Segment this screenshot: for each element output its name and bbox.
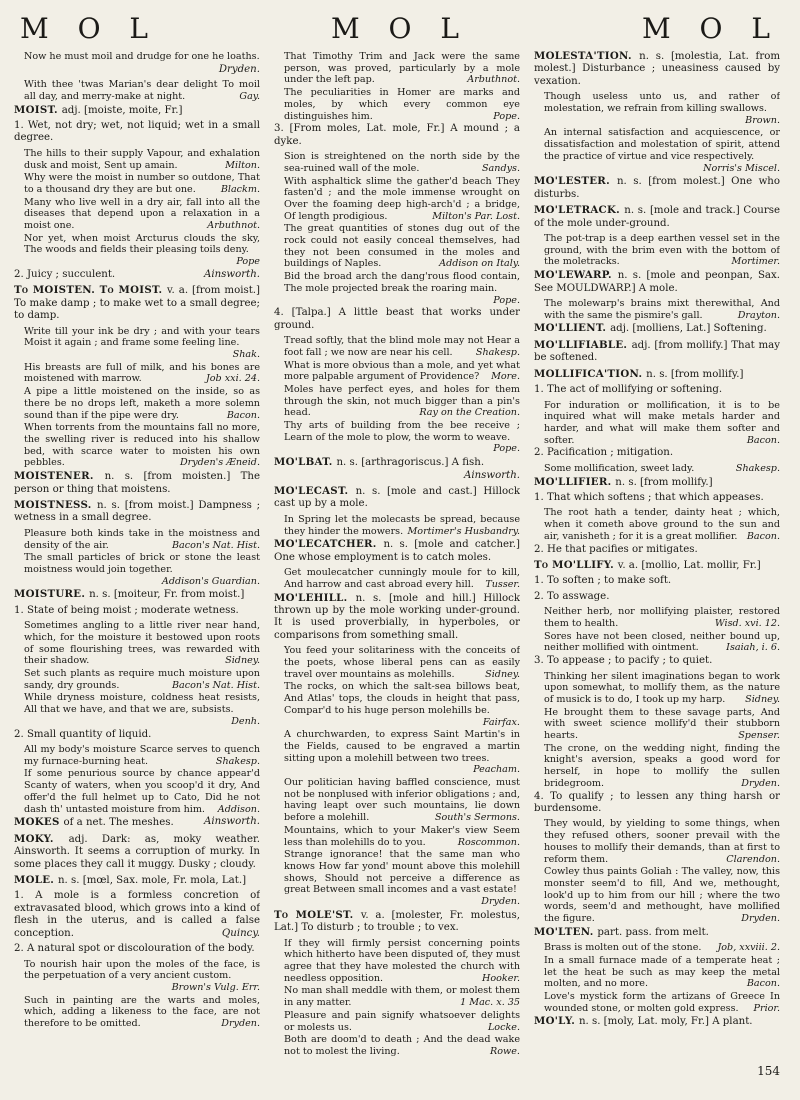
dictionary-entry — [534, 707, 780, 742]
headword: MO'LLIFIABLE. — [534, 338, 632, 351]
citation-source: Pope. — [493, 110, 520, 122]
citation-source: Roscommon. — [457, 836, 520, 848]
entry-text: adj. [molliens, Lat.] Softening. — [610, 323, 767, 335]
dictionary-entry — [14, 620, 260, 667]
citation-source: Addison. — [217, 803, 260, 815]
entry-text: v. a. [from moist.] To make damp ; to make wet to a small degree; to damp. — [14, 285, 260, 322]
dictionary-entry — [14, 816, 260, 829]
entry-text: The rocks, on which the salt-sea billows beat, And Atlas' tops, the clouds in height that pass, Compar'd to his huge person molehills be. — [284, 681, 520, 716]
headword: MOKY. — [14, 832, 69, 845]
citation-source: Pope — [236, 256, 260, 268]
entry-text: Some mollification, sweet lady. — [544, 462, 695, 474]
dictionary-entry — [534, 591, 780, 603]
citation-source: Job, xxviii. 2. — [717, 942, 780, 954]
entry-text: Sometimes angling to a little river near hand, which, for the moisture it bestowed upon roots of some flourishing trees, was rewarded with their shadow. — [24, 620, 260, 667]
entry-text: If they will firmly persist concerning points which hitherto have been disputed of, they must agree that they have molested the church with needless opposition. — [284, 937, 520, 984]
entry-text: v. a. [molester, Fr. molestus, Lat.] To disturb ; to trouble ; to vex. — [274, 909, 520, 934]
citation-source: Quincy. — [221, 927, 260, 939]
entry-text: Write till your ink be dry ; and with your tears Moist it again ; and frame some feeling line. — [24, 325, 260, 349]
dictionary-entry — [14, 528, 260, 551]
dictionary-entry — [534, 926, 780, 939]
entry-text: In a small furnace made of a temperate heat ; let the heat be such as may keep the metal molten, and no more. — [544, 954, 780, 990]
dictionary-entry — [534, 1015, 780, 1028]
entry-text: Why were the moist in number so outdone, That to a thousand dry they are but one. — [24, 172, 260, 195]
entry-text: n. s. [from mollify.] — [615, 476, 713, 488]
dictionary-entry — [534, 671, 780, 706]
entry-text: n. s. [mole and cast.] Hillock cast up by a mole. — [274, 486, 520, 510]
entry-text: adj. [from mollify.] That may be softened. — [534, 339, 780, 364]
citation-source: Tusser. — [485, 578, 520, 590]
dictionary-entry — [274, 123, 520, 148]
entry-text: The hills to their supply Vapour, and exhalation dusk and moist, Sent up amain. — [24, 147, 260, 171]
dictionary-entry — [14, 148, 260, 171]
dictionary-entry — [534, 204, 780, 230]
citation-source: Norris's Miscel. — [703, 162, 780, 174]
dictionary-entry — [534, 127, 780, 174]
dictionary-entry — [274, 681, 520, 728]
citation-source: Dryden. — [221, 1018, 260, 1030]
entry-text: Bid the broad arch the dang'rous flood contain, The mole projected break the roaring main. — [284, 271, 520, 294]
entry-text: n. s. [moiteur, Fr. from moist.] — [89, 589, 245, 601]
headword: MOIST. — [14, 103, 62, 116]
citation-source: Prior. — [753, 1002, 780, 1014]
dictionary-entry — [274, 176, 520, 223]
citation-source: Bacon. — [226, 409, 260, 421]
headword: MOKES — [14, 816, 64, 829]
headword: MOISTNESS. — [14, 498, 97, 511]
entry-text: 2. A natural spot or discolouration of the body. — [14, 943, 255, 955]
dictionary-entry — [534, 463, 780, 475]
dictionary-entry — [14, 422, 260, 469]
citation-source: Rowe. — [490, 1046, 520, 1057]
dictionary-entry — [274, 938, 520, 985]
entry-text: With thee 'twas Marian's dear delight To moil all day, and merry-make at night. — [24, 79, 260, 102]
entry-text: Moles have perfect eyes, and holes for them through the skin, not much bigger than a pin's head. — [284, 383, 520, 419]
entry-text: All my body's moisture Scarce serves to quench my furnace-burning heat. — [24, 743, 260, 767]
dictionary-entry — [534, 368, 780, 381]
entry-text: n. s. [moly, Lat. moly, Fr.] A plant. — [578, 1016, 753, 1028]
entry-text: What is more obvious than a mole, and yet what more palpable argument of Providence? — [284, 359, 520, 383]
dictionary-entry — [14, 51, 260, 63]
headword: MOISTURE. — [14, 588, 90, 601]
dictionary-entry — [274, 985, 520, 1008]
headword: MO'LESTER. — [534, 175, 617, 188]
citation-source: Milton's Par. Lost. — [432, 210, 520, 222]
headword: MO'LBAT. — [274, 456, 337, 469]
dictionary-entry — [14, 326, 260, 361]
citation-source: Milton. — [225, 159, 260, 171]
dictionary-entry — [14, 959, 260, 994]
dictionary-entry — [14, 197, 260, 232]
headword: MOISTENER. — [14, 470, 105, 483]
citation-source: Dryden. — [741, 777, 780, 789]
entry-text: A pipe a little moistened on the inside, so as there be no drops left, maketh a more solemn sound than if the pipe were dry. — [24, 386, 260, 421]
headword: MO'LLIENT. — [534, 322, 611, 335]
entry-text: When torrents from the mountains fall no more, the swelling river is reduced into his shallow bed, with scarce water to moisten his own pebbles. — [24, 422, 260, 469]
header-right: M O L — [641, 11, 780, 45]
column-1 — [14, 50, 260, 1080]
entry-text: 3. [From moles, Lat. mole, Fr.] A mound ; a dyke. — [274, 123, 520, 147]
headword: MO'LECAST. — [274, 485, 356, 498]
dictionary-entry — [534, 818, 780, 865]
entry-text: He brought them to these savage parts, And with sweet science mollify'd their stubborn hearts. — [544, 706, 780, 742]
citation-source: Shakesp. — [735, 462, 780, 474]
entry-text: Cowley thus paints Goliah : The valley, now, this monster seem'd to fill, And we, methought, look'd up to him from our hill ; where the two words, seem'd and methought, have mollified the figure. — [544, 866, 780, 925]
citation-source: Sidney. — [225, 655, 260, 667]
entry-text: 1. State of being moist ; moderate wetness. — [14, 604, 239, 616]
citation-source: Blackm. — [220, 183, 260, 195]
citation-source: Arbuthnot. — [207, 220, 260, 232]
entry-text: Pleasure and pain signify whatsoever delights or molests us. — [284, 1009, 520, 1033]
dictionary-entry — [534, 791, 780, 816]
entry-text: 1. A mole is a formless concretion of extravasated blood, which grows into a kind of flesh in the uterus, and is called a false conception. — [14, 890, 260, 939]
dictionary-entry — [534, 233, 780, 268]
entry-text: n. s. [mole and catcher.] One whose employment is to catch moles. — [274, 539, 520, 563]
entry-text: v. a. [mollio, Lat. mollir, Fr.] — [617, 559, 761, 571]
dictionary-entry — [274, 420, 520, 455]
citation-source: Bacon's Nat. Hist. — [171, 679, 260, 691]
entry-text: Sion is streightened on the north side by the sea-ruined wall of the mole. — [284, 151, 520, 174]
dictionary-entry — [534, 400, 780, 447]
citation-source: Shakesp. — [215, 755, 260, 767]
entry-text: 2. Small quantity of liquid. — [14, 728, 152, 740]
dictionary-entry — [274, 335, 520, 358]
entry-text: Set such plants as require much moisture upon sandy, dry grounds. — [24, 668, 260, 691]
citation-source: Peacham. — [473, 764, 520, 776]
entry-text: n. s. [mole and hill.] Hillock thrown up by the mole working under-ground. It is used proverbially, in hyperboles, or comparisons from something small. — [274, 592, 520, 641]
dictionary-entry — [14, 588, 260, 601]
headword: To MOISTEN. To MOIST. — [14, 284, 167, 297]
citation-source: Ainsworth. — [463, 469, 520, 481]
citation-source: Isaiah, i. 6. — [726, 642, 780, 654]
entry-text: To nourish hair upon the moles of the face, is the perpetuation of a very ancient custom. — [24, 958, 260, 982]
citation-source: Bacon. — [746, 434, 780, 446]
citation-source: Sandys. — [481, 162, 520, 174]
dictionary-entry — [274, 307, 520, 332]
dictionary-entry — [534, 447, 780, 459]
citation-source: Shakesp. — [475, 346, 520, 358]
dictionary-entry — [534, 955, 780, 990]
citation-source: Fairfax. — [482, 716, 520, 728]
citation-source: Addison's Guardian. — [161, 575, 260, 587]
dictionary-entry — [534, 507, 780, 542]
dictionary-entry — [534, 269, 780, 295]
dictionary-entry — [534, 384, 780, 396]
citation-source: Mortimer. — [731, 256, 780, 268]
column-2 — [274, 50, 520, 1080]
citation-source: Dryden's Æneid. — [179, 457, 260, 469]
citation-source: Hooker. — [482, 972, 520, 984]
dictionary-entry — [274, 1034, 520, 1057]
entry-text: Many who live well in a dry air, fall into all the diseases that depend upon a relaxation in a moist one. — [24, 196, 260, 232]
dictionary-entry — [534, 559, 780, 572]
dictionary-entry — [534, 339, 780, 365]
dictionary-entry — [534, 631, 780, 654]
dictionary-entry — [274, 514, 520, 537]
dictionary-entry — [14, 874, 260, 887]
citation-source: Dryden. — [741, 913, 780, 925]
dictionary-entry — [274, 592, 520, 643]
citation-source: Shak. — [232, 349, 260, 361]
dictionary-entry — [534, 991, 780, 1014]
entry-text: They would, by yielding to some things, when they refused others, sooner prevail with the houses to mollify their demands, than at first to reform them. — [544, 818, 780, 865]
dictionary-entry — [534, 942, 780, 954]
entry-text: No man shall meddle with them, or molest them in any matter. — [284, 985, 520, 1009]
citation-source: Denh. — [231, 715, 260, 727]
entry-text: His breasts are full of milk, and his bones are moistened with marrow. — [24, 361, 260, 385]
entry-text: part. pass. from melt. — [597, 926, 709, 938]
entry-text: n. s. [from mollify.] — [646, 368, 744, 380]
dictionary-entry — [14, 269, 260, 281]
entry-text: 2. Juicy ; succulent. — [14, 268, 116, 280]
entry-text: Neither herb, nor mollifying plaister, restored them to health. — [544, 606, 780, 629]
citation-source: South's Sermons. — [434, 812, 520, 824]
entry-text: For induration or mollification, it is to be inquired what will make metals harder and harder, and what will make them softer and softer. — [544, 399, 780, 446]
entry-text: 2. He that pacifies or mitigates. — [534, 543, 698, 555]
entry-text: Mountains, which to your Maker's view Seem less than molehills do to you. — [284, 824, 520, 848]
dictionary-entry — [14, 120, 260, 145]
entry-text: With asphaltick slime the gather'd beach They fasten'd ; and the mole immense wrought on Over the foaming deep high-arch'd ; a bridge, Of length prodigious. — [284, 175, 520, 222]
headword: MO'LLIFIER. — [534, 475, 616, 488]
dictionary-entry — [534, 322, 780, 335]
citation-source: Bacon. — [746, 978, 780, 990]
citation-source: Locke. — [487, 1021, 520, 1033]
citation-source: Sidney. — [745, 693, 780, 705]
dictionary-entry — [14, 64, 260, 76]
page-number: 154 — [757, 1064, 780, 1078]
entry-text: Thinking her silent imaginations began to work upon somewhat, to mollify them, as the nature of musick is to do, I took up my harp. — [544, 670, 780, 705]
entry-text: Strange ignorance! that the same man who knows How far yond' mount above this molehill shows, Should not perceive a difference as great Between small incomes and a vast estate! — [284, 849, 520, 896]
dictionary-entry — [274, 538, 520, 564]
entry-text: The great quantities of stones dug out of the rock could not easily conceal themselves, had they not been consumed in the moles and buildings of Naples. — [284, 223, 520, 270]
entry-text: 1. Wet, not dry; wet, not liquid; wet in a small degree. — [14, 119, 260, 144]
dictionary-entry — [274, 360, 520, 383]
dictionary-entry — [534, 50, 780, 88]
entry-text: Our politician having baffled conscience, must not be nonplused with inferior obligations ; and, having leapt over such mountains, lie down before a molehill. — [284, 777, 520, 824]
citation-source: Ainsworth. — [203, 816, 260, 828]
entry-text: The crone, on the wedding night, finding the knight's aversion, speaks a good word for herself, in hope to mollify the sullen bridegroom. — [544, 742, 780, 789]
citation-source: Dryden. — [481, 896, 520, 908]
headword: MO'LECATCHER. — [274, 538, 384, 551]
dictionary-entry — [534, 866, 780, 925]
dictionary-entry — [274, 777, 520, 824]
dictionary-entry — [14, 833, 260, 871]
entry-text: You feed your solitariness with the conceits of the poets, whose liberal pens can as easily travel over mountains as molehills. — [284, 645, 520, 680]
dictionary-entry — [274, 151, 520, 174]
dictionary-entry — [14, 605, 260, 617]
entry-text: n. s. [mole and track.] Course of the mole under-ground. — [534, 205, 780, 229]
dictionary-entry — [534, 476, 780, 489]
dictionary-entry — [534, 544, 780, 556]
citation-source: Job xxi. 24. — [205, 373, 260, 385]
entry-text: 3. To appease ; to pacify ; to quiet. — [534, 655, 713, 667]
citation-source: 1 Mac. x. 35 — [460, 997, 520, 1009]
dictionary-entry — [14, 172, 260, 195]
entry-text: adj. [moiste, moite, Fr.] — [61, 104, 183, 116]
entry-text: Nor yet, when moist Arcturus clouds the sky, The woods and fields their pleasing toils deny. — [24, 232, 260, 256]
dictionary-entry — [14, 692, 260, 727]
dictionary-entry — [274, 729, 520, 776]
entry-text: 1. The act of mollifying or softening. — [534, 384, 723, 396]
entry-text: Sores have not been closed, neither bound up, neither mollified with ointment. — [544, 630, 780, 654]
entry-text: 1. To soften ; to make soft. — [534, 575, 672, 587]
entry-text: Tread softly, that the blind mole may not Hear a foot fall ; we now are near his cell. — [284, 335, 520, 358]
citation-source: Pope. — [493, 294, 520, 306]
dictionary-entry — [534, 91, 780, 126]
dictionary-entry — [274, 485, 520, 511]
headword: MOLESTA'TION. — [534, 50, 640, 62]
entry-text: The pot-trap is a deep earthen vessel set in the ground, with the brim even with the bottom of the moletracks. — [544, 232, 780, 268]
dictionary-entry — [14, 362, 260, 385]
entry-text: If some penurious source by chance appear'd Scanty of waters, when you scoop'd it dry, And offer'd the full helmet up to Cato, Did he not dash th' untasted moisture from him. — [24, 768, 260, 815]
header-left: M O L — [20, 11, 159, 45]
headword: MO'LEWARP. — [534, 269, 618, 282]
headword: MOLLIFICA'TION. — [534, 367, 647, 380]
running-header — [14, 6, 786, 50]
headword: MO'LEHILL. — [274, 591, 356, 604]
headword: MOLE. — [14, 873, 58, 886]
entry-text: The small particles of brick or stone the least moistness would join together. — [24, 552, 260, 575]
dictionary-entry — [14, 668, 260, 691]
citation-source: More. — [491, 371, 520, 383]
dictionary-entry — [274, 87, 520, 122]
dictionary-entry — [14, 943, 260, 955]
dictionary-entry — [14, 768, 260, 815]
entry-text: Such in painting are the warts and moles, which, adding a likeness to the face, are not therefore to be omitted. — [24, 994, 260, 1030]
entry-text: Both are doom'd to death ; And the dead wake not to molest the living. — [284, 1034, 520, 1057]
entry-text: n. s. [mœl, Sax. mole, Fr. mola, Lat.] — [57, 874, 247, 886]
dictionary-entry — [534, 743, 780, 790]
dictionary-entry — [274, 645, 520, 680]
dictionary-entry — [534, 175, 780, 201]
dictionary-entry — [274, 51, 520, 86]
citation-source: Brown's Vulg. Err. — [171, 981, 260, 993]
citation-source: Ainsworth. — [203, 268, 260, 280]
citation-source: Brown. — [745, 114, 780, 126]
dictionary-entry — [14, 386, 260, 421]
dictionary-entry — [534, 575, 780, 587]
dictionary-entry — [274, 567, 520, 590]
citation-source: Spenser. — [738, 730, 780, 742]
entry-text: n. s. [from moisten.] The person or thing that moistens. — [14, 471, 260, 495]
entry-text: The peculiarities in Homer are marks and moles, by which every common eye distinguishes him. — [284, 87, 520, 122]
entry-text: A churchwarden, to express Saint Martin's in the Fields, caused to be engraved a martin sitting upon a molehill between two trees. — [284, 729, 520, 764]
entry-text: The root hath a tender, dainty heat ; which, when it cometh above ground to the sun and air, vanisheth ; for it is a great mollifier. — [544, 507, 780, 542]
entry-text: n. s. [from molest.] One who disturbs. — [534, 176, 780, 200]
citation-source: Pope. — [493, 443, 520, 455]
dictionary-entry — [274, 849, 520, 908]
entry-text: Now he must moil and drudge for one he loaths. — [24, 51, 260, 62]
dictionary-entry — [14, 233, 260, 268]
dictionary-entry — [534, 606, 780, 629]
citation-source: Mortimer's Husbandry. — [407, 525, 520, 537]
citation-source: Addison on Italy. — [439, 258, 520, 270]
dictionary-entry — [14, 995, 260, 1030]
citation-source: Bacon. — [746, 530, 780, 542]
entry-text: The molewarp's brains mixt therewithal, And with the same the pismire's gall. — [544, 297, 780, 321]
dictionary-entry — [274, 456, 520, 482]
citation-source: Clarendon. — [726, 853, 780, 865]
dictionary-entry — [534, 298, 780, 321]
entry-text: of a net. The meshes. — [63, 817, 174, 829]
entry-text: adj. Dark: as, moky weather. Ainsworth. It seems a corruption of murky. In some places they call it muggy. Dusky ; cloudy. — [14, 833, 260, 870]
dictionary-entry — [14, 470, 260, 496]
entry-text: 4. [Talpa.] A little beast that works under ground. — [274, 307, 520, 331]
dictionary-entry — [274, 271, 520, 306]
dictionary-entry — [274, 1010, 520, 1033]
entry-text: n. s. [molestia, Lat. from molest.] Disturbance ; uneasiness caused by vexation. — [534, 51, 780, 87]
entry-text: An internal satisfaction and acquiescence, or dissatisfaction and molestation of spirit, attend the practice of virtue and vice respectively. — [544, 127, 780, 162]
citation-source: Bacon's Nat. Hist. — [171, 539, 260, 551]
dictionary-entry — [14, 79, 260, 102]
citation-source: Arbuthnot. — [467, 74, 520, 86]
dictionary-entry — [274, 223, 520, 270]
entry-text: 4. To qualify ; to lessen any thing harsh or burdensome. — [534, 790, 780, 814]
dictionary-entry — [534, 655, 780, 667]
dictionary-entry — [274, 825, 520, 848]
entry-text: n. s. [arthragoriscus.] A fish. — [336, 457, 485, 469]
entry-text: That Timothy Trim and Jack were the same person, was proved, particularly by a mole under the left pap. — [284, 51, 520, 86]
dictionary-entry — [14, 744, 260, 767]
entry-text: n. s. [mole and peonpan, Sax. See MOULDWARP.] A mole. — [534, 270, 780, 294]
dictionary-entry — [14, 104, 260, 117]
dictionary-entry — [14, 552, 260, 587]
dictionary-entry — [14, 729, 260, 741]
dictionary-entry — [14, 284, 260, 322]
headword: To MO'LLIFY. — [534, 558, 618, 571]
header-center: M O L — [330, 11, 470, 45]
entry-text: Love's mystick form the artizans of Greece In wounded stone, or molten gold express. — [544, 990, 780, 1014]
entry-text: Thy arts of building from the bee receive ; Learn of the mole to plow, the worm to weave. — [284, 420, 520, 443]
citation-source: Dryden. — [218, 63, 260, 75]
entry-text: In Spring let the molecasts be spread, because they hinder the mowers. — [284, 513, 520, 537]
dictionary-entry — [14, 890, 260, 940]
citation-source: Gay. — [239, 90, 260, 102]
entry-text: 1. That which softens ; that which appeases. — [534, 491, 764, 503]
citation-source: Ray on the Creation. — [419, 407, 520, 419]
citation-source: Sidney. — [485, 668, 520, 680]
headword: MO'LTEN. — [534, 925, 598, 938]
citation-source: Wisd. xvi. 12. — [714, 617, 780, 629]
entry-text: n. s. [from moist.] Dampness ; wetness in a small degree. — [14, 499, 260, 524]
headword: MO'LY. — [534, 1015, 579, 1028]
dictionary-entry — [274, 384, 520, 419]
headword: MO'LETRACK. — [534, 204, 625, 217]
entry-text: Get moulecatcher cunningly moule for to kill, And harrow and cast abroad every hill. — [284, 567, 520, 590]
dictionary-entry — [274, 909, 520, 935]
dictionary-entry — [14, 499, 260, 525]
entry-text: 2. To asswage. — [534, 590, 610, 602]
entry-text: 2. Pacification ; mitigation. — [534, 447, 674, 459]
entry-text: Brass is molten out of the stone. — [544, 942, 702, 954]
dictionary-entry — [534, 492, 780, 504]
entry-text: Though useless unto us, and rather of molestation, we refrain from killing swallows. — [544, 91, 780, 115]
column-3 — [534, 50, 780, 1080]
citation-source: Drayton. — [737, 309, 780, 321]
entry-text: Pleasure both kinds take in the moistness and density of the air. — [24, 527, 260, 551]
headword: To MOLE'ST. — [274, 908, 361, 921]
entry-text: While dryness moisture, coldness heat resists, All that we have, and that we are, subsists. — [24, 692, 260, 716]
